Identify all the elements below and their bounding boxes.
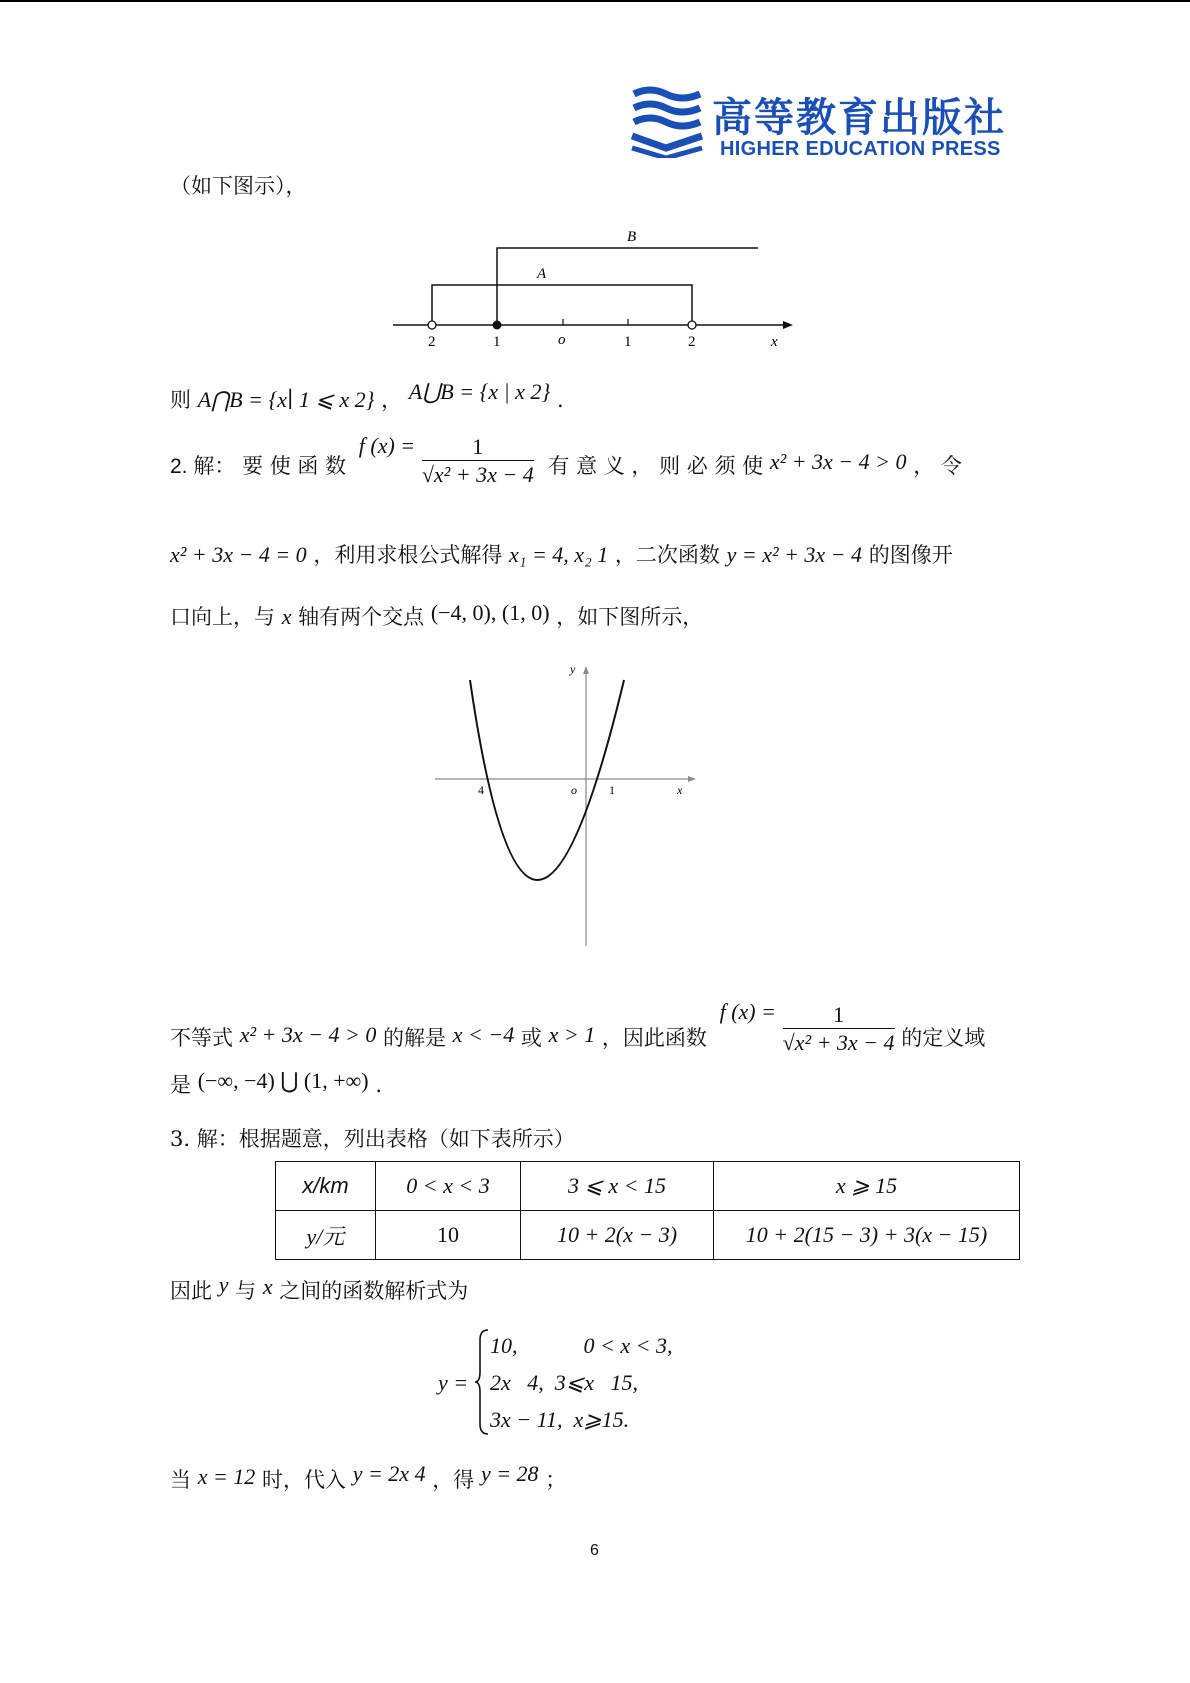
q2-fraction-denominator: √x² + 3x − 4 <box>421 462 534 487</box>
logo-waves-icon <box>630 86 705 158</box>
parabola-figure <box>430 660 700 952</box>
tick-label-2: o <box>558 332 566 348</box>
q2b-text-3: 或 <box>520 1026 542 1050</box>
q3-intro: 3. 解：根据题意，列出表格（如下表所示） <box>170 1127 575 1151</box>
interval-figure <box>385 220 795 355</box>
q2b-text-1: 不等式 <box>170 1026 233 1050</box>
q3-text-after: 因此 <box>170 1279 212 1303</box>
tick-label-1: 1 <box>493 334 501 350</box>
closed-point-1 <box>493 321 502 330</box>
top-rule <box>0 0 1190 2</box>
table-row <box>276 1211 1020 1260</box>
q2-inequality: x² + 3x − 4 > 0 <box>769 449 907 474</box>
q2-quadratic: y = x² + 3x − 4 <box>726 542 863 567</box>
tick-label-3: 1 <box>624 334 632 350</box>
q2b-fraction-denominator: √x² + 3x − 4 <box>782 1030 895 1055</box>
q2-text-7: 口向上，与 <box>170 605 275 629</box>
q2-equation: x² + 3x − 4 = 0 <box>170 542 307 567</box>
table-row <box>276 1162 1020 1211</box>
set-result-prefix: 则 <box>170 388 191 412</box>
axis-arrow-icon <box>783 321 793 329</box>
open-point-right <box>688 321 696 329</box>
piecewise-case-3: 3x − 11, x⩾15. <box>490 1407 630 1432</box>
y-axis-label: y <box>570 662 576 676</box>
page-number: 6 <box>590 1542 599 1559</box>
q2b-end: . <box>375 1073 383 1097</box>
q3-last-end: ； <box>545 1468 567 1492</box>
q2b-function-lhs: f (x) = <box>719 999 776 1024</box>
q3-x-value: x = 12 <box>197 1464 256 1489</box>
q2-line-1 <box>170 433 962 495</box>
interval-A-bracket <box>432 285 692 325</box>
q2-text-3: ， 令 <box>913 454 962 478</box>
cell-text: 10 + 2(x − 3) <box>556 1222 678 1247</box>
table-cell <box>521 1162 714 1211</box>
q3-last-t3: ，得 <box>432 1468 475 1492</box>
cell-text: x/km <box>302 1173 349 1198</box>
q2b-solution-1: x < −4 <box>452 1022 515 1047</box>
q2-fraction-numerator: 1 <box>422 434 534 461</box>
q2b-domain: (−∞, −4) ⋃ (1, +∞) <box>197 1068 369 1093</box>
label-A: A <box>537 266 547 282</box>
union-expr: A⋃B = {x | x 2} <box>408 379 551 404</box>
q2-text-5: ，二次函数 <box>614 543 720 567</box>
q2b-solution-2: x > 1 <box>548 1022 596 1047</box>
q2-function-lhs: f (x) = <box>358 433 416 458</box>
intersection-expr: A⋂B = {x∣ 1 ⩽ x 2} <box>197 387 375 412</box>
set-result-sep: ， <box>381 388 403 412</box>
table-cell <box>714 1211 1020 1260</box>
logo-english-name: HIGHER EDUCATION PRESS <box>720 138 1001 160</box>
table-header-x <box>276 1162 376 1211</box>
intro-text: （如下图示）， <box>170 174 307 198</box>
q2-line-2 <box>170 540 953 570</box>
tick-label-4: 2 <box>688 334 696 350</box>
q3-last-t1: 当 <box>170 1468 191 1492</box>
q2b-text-2: 的解是 <box>383 1026 447 1050</box>
cell-text: 0 < x < 3 <box>406 1173 490 1198</box>
q2-text-6: 的图像开 <box>868 543 953 567</box>
interval-B-bracket <box>497 248 758 325</box>
cell-text: x ⩾ 15 <box>835 1173 898 1198</box>
table-header-y <box>276 1211 376 1260</box>
q2-line-3 <box>170 602 703 632</box>
q3-result: y = 28 <box>480 1461 539 1486</box>
x-axis-arrow-icon <box>688 776 696 782</box>
q2-intersection-points: (−4, 0), (1, 0) <box>430 600 550 625</box>
q2-text-2: 有 意 义 ， 则 必 须 使 <box>548 454 764 478</box>
x-axis-label: x <box>677 783 683 797</box>
piecewise-brace <box>474 1328 490 1436</box>
q3-relation-line <box>170 1272 469 1306</box>
q3-last-t2: 时，代入 <box>262 1468 346 1492</box>
q3-text-mid: 与 <box>235 1279 257 1303</box>
table-cell <box>376 1162 521 1211</box>
q2-roots: x₁ = 4, x₂ 1 <box>509 542 609 567</box>
piecewise-case-2: 2x 4, 3⩽x 15, <box>490 1370 638 1395</box>
q2-text-4: ，利用求根公式解得 <box>313 543 503 567</box>
q3-substitution: y = 2x 4 <box>352 1461 426 1486</box>
q3-text-end: 之间的函数解析式为 <box>279 1279 469 1303</box>
q2-number: 2. 解： <box>170 455 236 478</box>
table-cell <box>376 1211 521 1260</box>
q2b-text-6: 是 <box>170 1073 191 1097</box>
cell-text: 3 ⩽ x < 15 <box>567 1173 667 1198</box>
cell-text: 10 <box>437 1222 459 1247</box>
q2b-line-2 <box>170 1070 382 1100</box>
piecewise-lhs: y = <box>438 1370 469 1395</box>
root-right-label: 1 <box>609 783 615 797</box>
cell-text: y/元 <box>306 1223 345 1249</box>
label-B: B <box>627 229 637 245</box>
q2b-text-5: 的定义域 <box>901 1026 986 1050</box>
origin-label: o <box>571 783 577 797</box>
q3-x-var: x <box>262 1274 273 1299</box>
cell-text: 10 + 2(15 − 3) + 3(x − 15) <box>745 1222 988 1247</box>
logo-chinese-name: 高等教育出版社 <box>712 94 1006 141</box>
parabola-curve <box>470 680 624 880</box>
q2-text-8: 轴有两个交点 <box>298 605 425 629</box>
q2-text-9: ，如下图所示， <box>556 605 704 629</box>
set-result-line <box>170 379 564 415</box>
fare-table <box>275 1161 1020 1260</box>
piecewise-case-1: 10, 0 < x < 3, <box>490 1333 673 1358</box>
q2b-fraction-numerator: 1 <box>783 1002 895 1029</box>
table-cell <box>714 1162 1020 1211</box>
table-cell <box>521 1211 714 1260</box>
q2-text-1: 要 使 函 数 <box>242 454 347 478</box>
q2-x-var: x <box>281 604 292 629</box>
q3-y-var: y <box>218 1272 229 1297</box>
tick-label-0: 2 <box>428 334 436 350</box>
root-left-label: 4 <box>478 783 484 797</box>
q2b-function-fraction <box>783 1002 895 1057</box>
q2-function-fraction <box>422 434 534 489</box>
axis-x-label: x <box>771 334 778 350</box>
y-axis-arrow-icon <box>583 666 589 674</box>
q3-final-line <box>170 1461 567 1495</box>
q2b-line-1 <box>170 999 986 1067</box>
q2b-inequality: x² + 3x − 4 > 0 <box>239 1022 377 1047</box>
set-result-end: . <box>556 388 564 412</box>
q2b-text-4: ，因此函数 <box>601 1026 707 1050</box>
open-point-left <box>428 321 436 329</box>
